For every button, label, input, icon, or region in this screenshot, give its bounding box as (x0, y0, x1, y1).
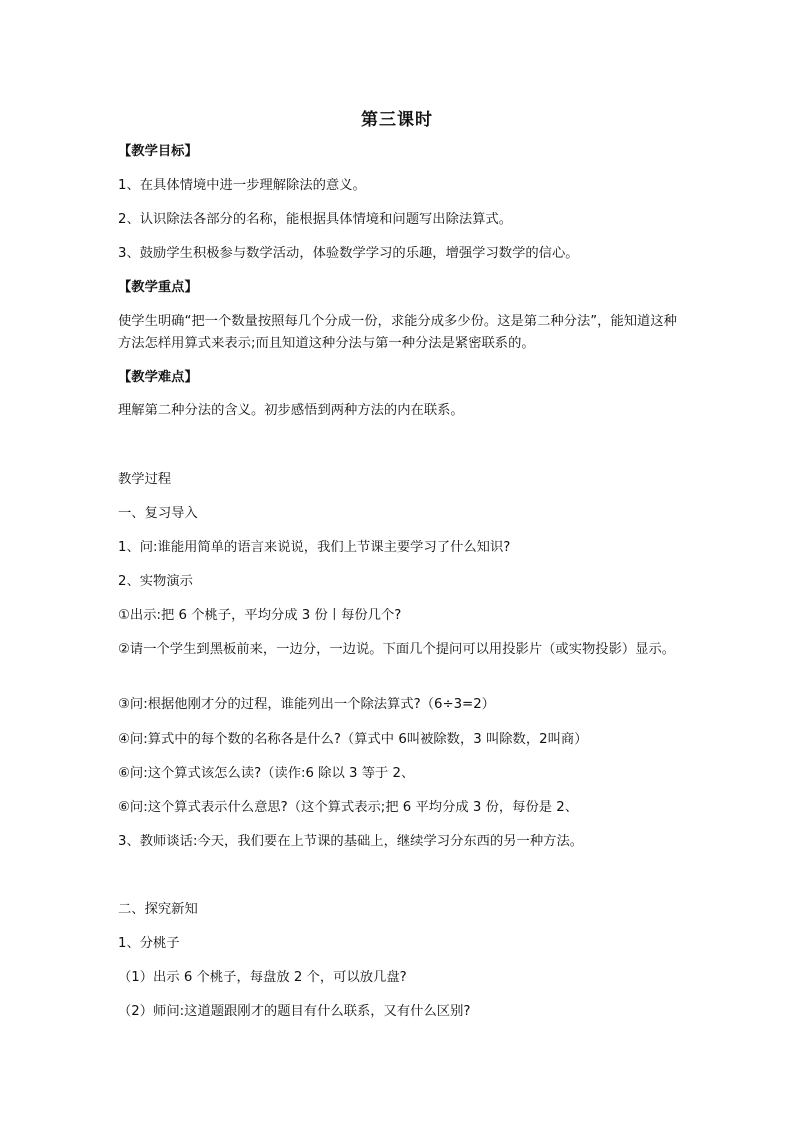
goals-heading: 【教学目标】 (118, 144, 198, 159)
part2-item: （1）出示 6 个桃子，每盘放 2 个，可以放几盘? (118, 970, 407, 985)
part1-item: ①出示:把 6 个桃子，平均分成 3 份丨每份几个? (118, 608, 402, 623)
process-heading: 教学过程 (118, 472, 172, 487)
part1-item: 2、实物演示 (118, 574, 193, 589)
key-points-heading: 【教学重点】 (118, 280, 198, 295)
part1-item: 1、问:谁能用简单的语言来说说，我们上节课主要学习了什么知识? (118, 540, 511, 555)
part1-heading: 一、复习导入 (118, 506, 198, 521)
part1-item: ⑥问:这个算式表示什么意思?（这个算式表示;把 6 平均分成 3 份，每份是 2、 (118, 800, 579, 815)
part2-item: （2）师问:这道题跟刚才的题目有什么联系，又有什么区别? (118, 1004, 471, 1019)
part1-item: ②请一个学生到黑板前来，一边分，一边说。下面几个提问可以用投影片（或实物投影）显示。 (118, 642, 676, 657)
part2-item: 1、分桃子 (118, 936, 180, 951)
goal-item: 3、鼓励学生积极参与数学活动，体验数学学习的乐趣，增强学习数学的信心。 (118, 246, 579, 261)
part1-item: ③问:根据他刚才分的过程，谁能列出一个除法算式?（6÷3=2） (118, 697, 495, 712)
goal-item: 1、在具体情境中进一步理解除法的意义。 (118, 178, 366, 193)
part1-item: 3、教师谈话:今天，我们要在上节课的基础上，继续学习分东西的另一种方法。 (118, 834, 584, 849)
part2-heading: 二、探究新知 (118, 902, 198, 917)
page-title: 第三课时 (361, 110, 433, 130)
part1-item: ⑥问:这个算式该怎么读?（读作:6 除以 3 等于 2、 (118, 766, 415, 781)
difficulty-heading: 【教学难点】 (118, 370, 198, 385)
difficulty-paragraph: 理解第二种分法的含义。初步感悟到两种方法的内在联系。 (118, 403, 464, 418)
goal-item: 2、认识除法各部分的名称，能根据具体情境和问题写出除法算式。 (118, 212, 513, 227)
part1-item: ④问:算式中的每个数的名称各是什么?（算式中 6叫被除数，3 叫除数，2叫商） (118, 732, 588, 747)
key-points-paragraph: 使学生明确“把一个数量按照每几个分成一份，求能分成多少份。这是第二种分法”，能知道这种方法怎样用算式来表示;而且知道这种分法与第一种分法是紧密联系的。 (118, 314, 677, 351)
